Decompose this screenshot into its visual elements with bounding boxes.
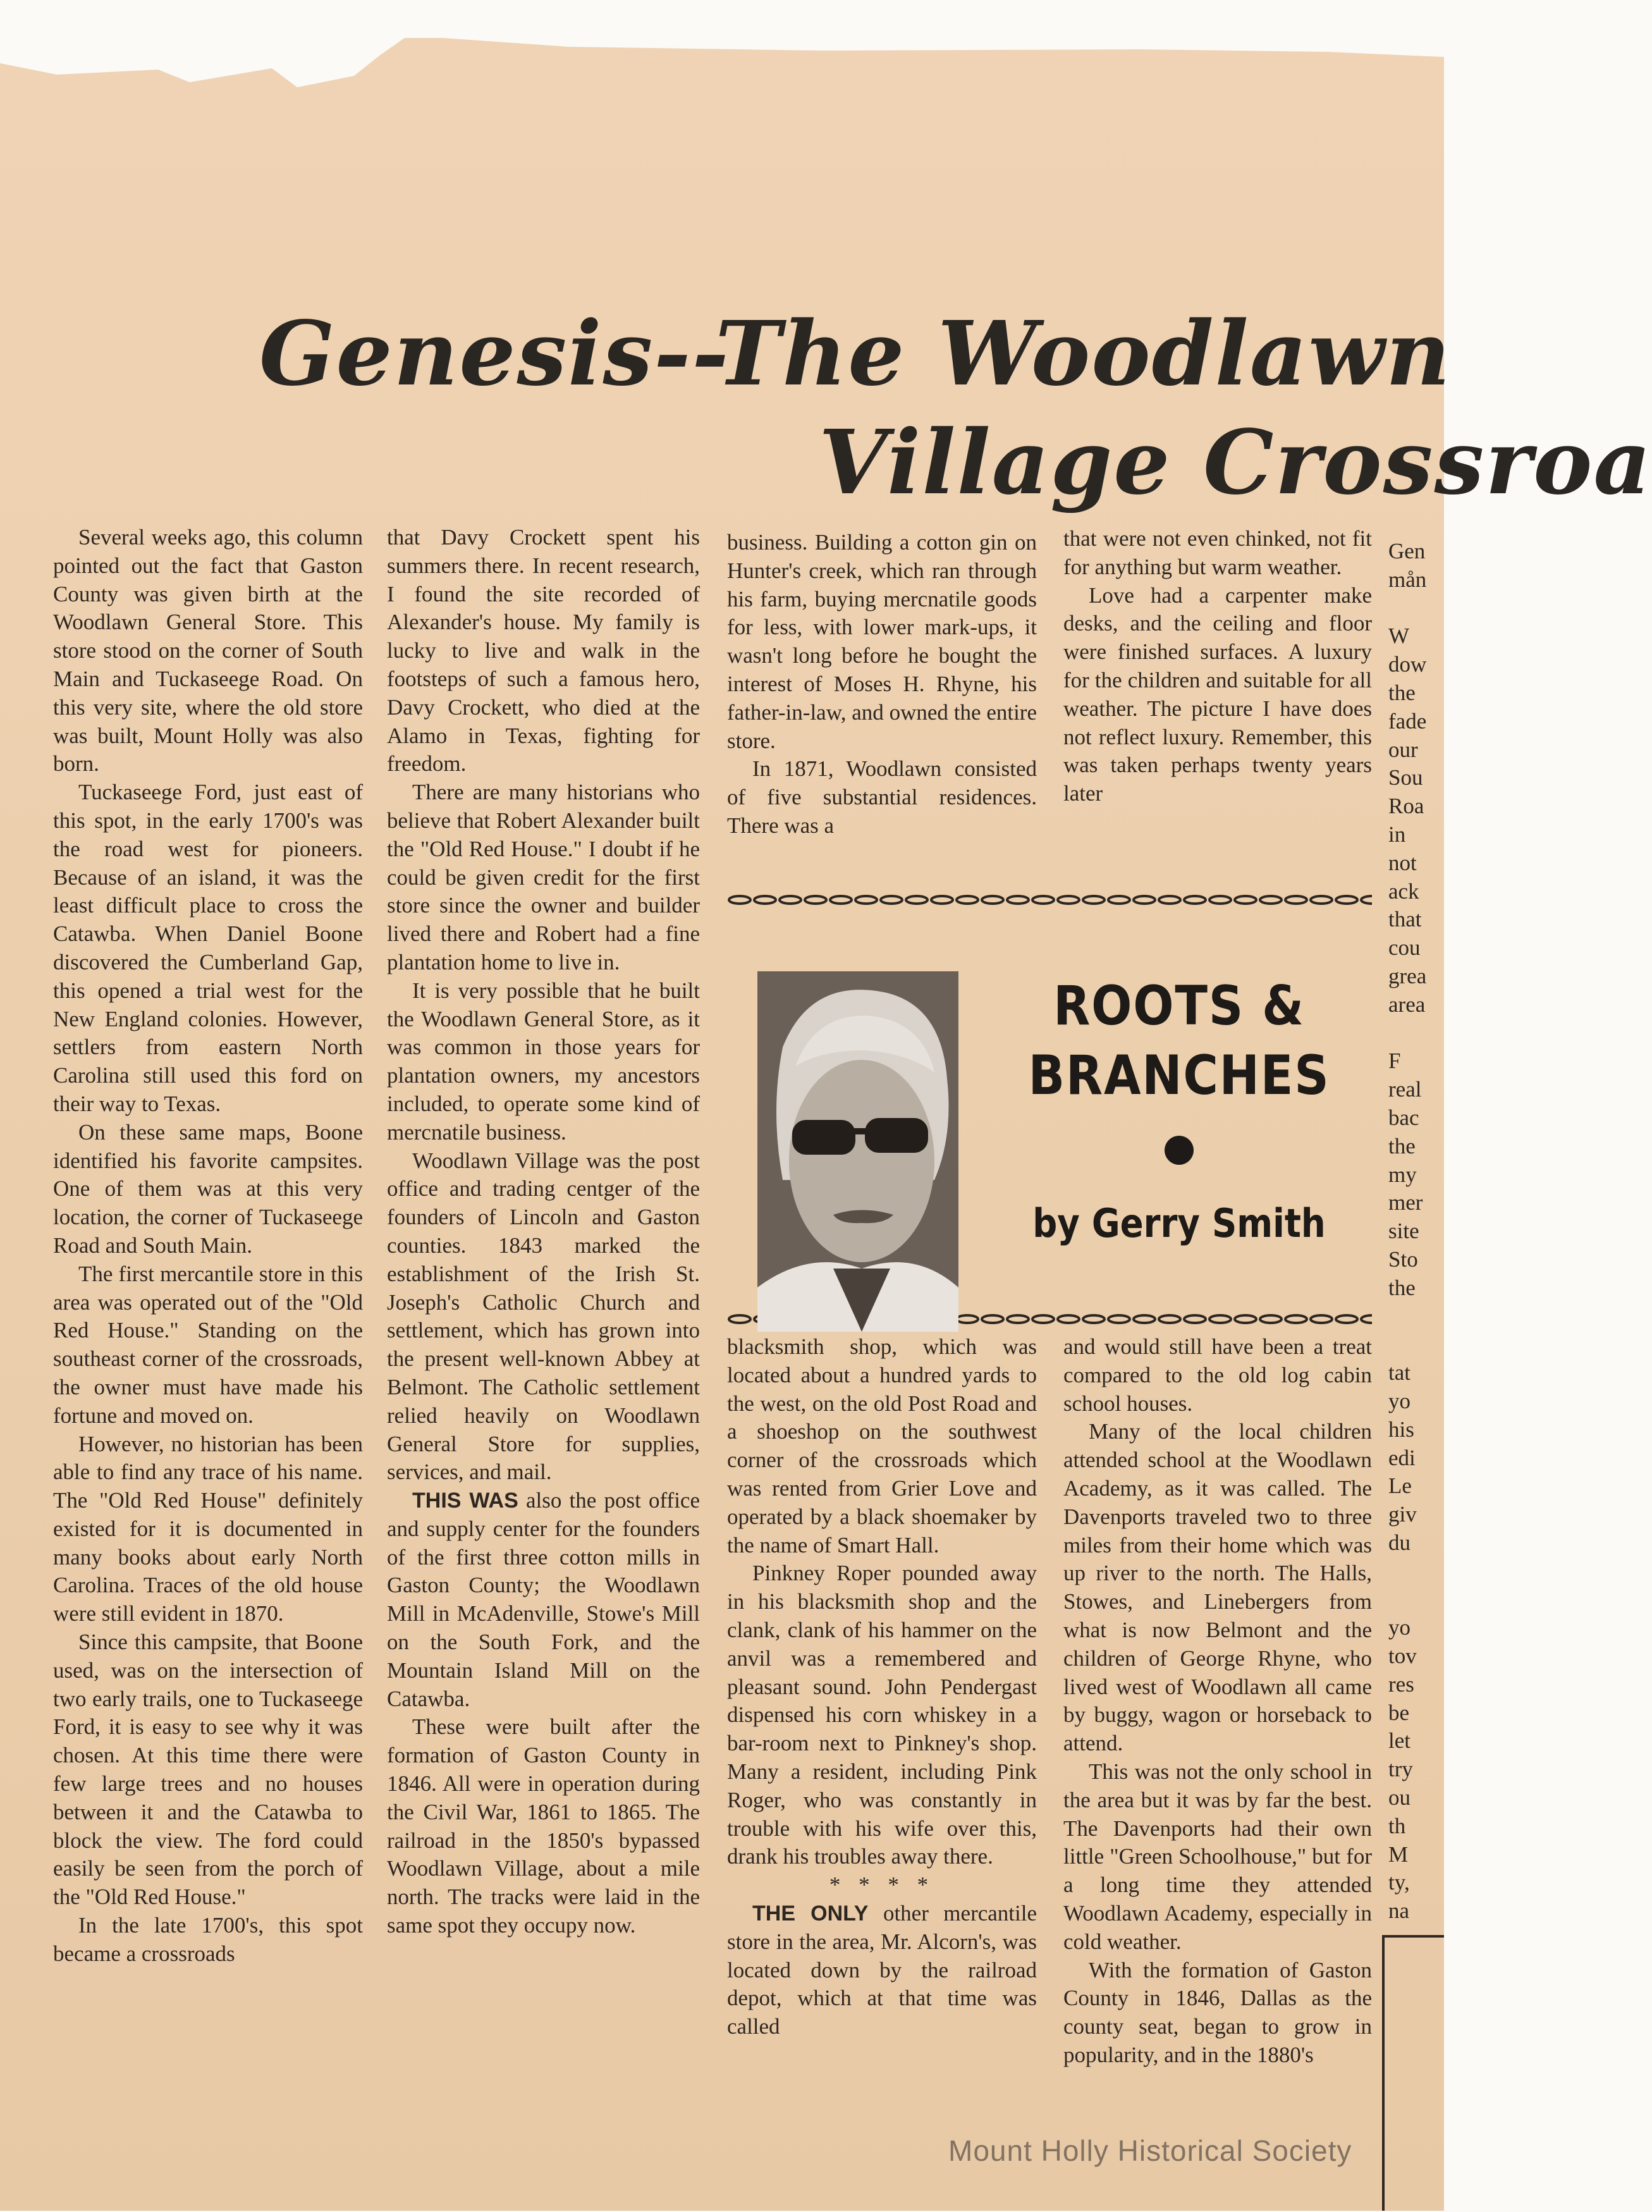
fragment-line: yo [1388,1615,1410,1640]
fragment-line: th [1388,1813,1406,1838]
fragment-line: mån [1388,567,1427,592]
fragment-line: res [1388,1671,1414,1697]
article-column-4-top [1063,525,1372,917]
fragment-line [1388,1303,1458,1331]
paragraph: Several weeks ago, this column pointed out the fact that Gaston County was given birth at the Woodlawn General Store. This store stood on the corner of South Main and Tuckaseege Road. On this very site, where the old store was built, Mount Holly was also born. [53,525,363,777]
paragraph-with-lead [387,1487,700,1713]
fragment-line: be [1388,1700,1410,1725]
paragraph: However, no historian has been able to find any trace of his name. The "Old Red House" definitely existed for it is documented in many books about early North Carolina. Traces of the old house were still evident in 1870. [53,1431,363,1626]
fragment-line: try [1388,1757,1413,1782]
paragraph: Love had a carpenter make desks, and the ceiling and floor were finished surfaces. A luxury for the children and suitable for all weather. The picture I have does not reflect luxury. Remember, this was taken perhaps twenty years later [1063,582,1372,806]
paragraph: This was not the only school in the area but it was by far the best. The Davenports had their own little "Green Schoolhouse," but for a long time they attended Woodlawn Academy, especially in cold weather. [1063,1759,1372,1954]
fragment-line: not [1388,850,1417,875]
torn-top-edge [0,38,1444,95]
fragment-line: the [1388,1133,1416,1158]
headline-line-2: Village Crossroa [819,411,1652,515]
fragment-line: W [1388,624,1410,649]
headline-line-1: Genesis--The Woodlawn [259,302,1452,406]
article-column-4-bottom [1063,1333,1372,2212]
fragment-line: yo [1388,1388,1410,1413]
fragment-line [1388,1585,1458,1614]
paragraph-lead-in: THIS WAS [412,1489,518,1513]
fragment-line: Sto [1388,1246,1418,1272]
fragment-line [1388,1558,1458,1586]
fragment-line: edi [1388,1445,1416,1470]
fragment-line: site [1388,1219,1419,1244]
paragraph: It is very possible that he built the Woodlawn General Store, as it was common in those years for plantation owners, my ancestors included, to operate some kind of mercnatile business. [387,978,700,1145]
column-title-line-1: ROOTS & [1053,974,1305,1038]
fragment-line: his [1388,1416,1414,1442]
fragment-line: Roa [1388,794,1424,819]
article-column-2 [387,524,700,2199]
box-rule-horizontal [1382,1935,1444,1938]
paragraph: On these same maps, Boone identified his favorite campsites. One of them was at this very location, the corner of Tuckaseege Road and South Main. [53,1119,363,1258]
paragraph: blacksmith shop, which was located about a hundred yards to the west, on the old Post Road and a shoeshop on the southwest corner of the crossroads which was rented from Grier Love and operated by a black shoemaker by the name of Smart Hall. [727,1334,1037,1558]
fragment-line: that [1388,907,1422,932]
box-rule-vertical [1382,1935,1385,2211]
fragment-line: dow [1388,652,1427,677]
fragment-line: ou [1388,1785,1410,1810]
fragment-line: my [1388,1162,1417,1187]
paragraph: Woodlawn Village was the post office and trading centger of the founders of Lincoln and Gaston counties. 1843 marked the establishment of the Irish St. Joseph's Catholic Church and settlement, which has grown into the present well-known Abbey at Belmont. The Catholic settlement relied heavily on Woodlawn General Store for supplies, services, and mail. [387,1148,700,1485]
paragraph-text: other mercantile store in the area, Mr. Alcorn's, was located down by the railroad depot, which at that time was called [727,1900,1037,2039]
fragment-line: cou [1388,935,1421,961]
fragment-line: Gen [1388,539,1426,563]
fragment-line: Le [1388,1473,1412,1499]
fragment-line: fade [1388,708,1427,734]
fragment-line: F [1388,1048,1401,1074]
paragraph: that Davy Crockett spent his summers there. In recent research, I found the site recorded of Alexander's house. My family is lucky to live and walk in the footsteps of such a famous hero, Davy Crockett, who died at the Alamo in Texas, fighting for freedom. [387,525,700,777]
paragraph: Since this campsite, that Boone used, was on the intersection of two early trails, one to Tuckaseege Ford, it is easy to see why it was chosen. At this time there were few large trees and no houses between it and the Catawba to block the view. The ford could easily be seen from the porch of the "Old Red House." [53,1630,363,1910]
article-column-3-top [727,529,1037,921]
paragraph-with-lead [727,1900,1037,2041]
column-heading [977,971,1381,1313]
paragraph-lead-in: THE ONLY [752,1901,869,1926]
fragment-line: the [1388,680,1416,705]
paragraph: that were not even chinked, not fit for anything but warm weather. [1063,526,1372,579]
paragraph: With the formation of Gaston County in 1846, Dallas as the county seat, began to grow in popularity, and in the 1880's [1063,1957,1372,2067]
fragment-line: du [1388,1530,1410,1555]
fragment-line [1388,1330,1458,1359]
watermark-text: Mount Holly Historical Society [948,2134,1352,2167]
newspaper-clipping [0,38,1652,2211]
paragraph: The first mercantile store in this area was operated out of the "Old Red House." Standing on the southeast corner of the crossroads, the owner must have made his fortune and moved on. [53,1261,363,1428]
fragment-line: our [1388,737,1418,762]
paragraph: In the late 1700's, this spot became a crossroads [53,1913,363,1966]
portrait-image [757,971,958,1332]
fragment-line: na [1388,1898,1410,1924]
fragment-line: area [1388,992,1426,1017]
columnist-photo [757,971,958,1332]
fragment-line: giv [1388,1502,1417,1527]
paragraph: In 1871, Woodlawn consisted of five substantial residences. There was a [727,756,1037,838]
fragment-line: ack [1388,878,1419,904]
paragraph: business. Building a cotton gin on Hunter's creek, which ran through his farm, buying mercnatile goods for less, with lower mark-ups, it wasn't long before he bought the interest of Moses H. Rhyne, his father-in-law, and owned the entire store. [727,530,1037,753]
fragment-line [1388,594,1458,623]
fragment-line: ty, [1388,1870,1410,1895]
fragment-line: tat [1388,1360,1410,1386]
article-column-5-fragments [1388,538,1458,1926]
article-column-3-bottom [727,1333,1037,2212]
fragment-line: let [1388,1728,1410,1754]
fragment-line [1388,1019,1458,1048]
article-column-1 [53,524,363,2199]
fragment-line: real [1388,1077,1422,1102]
fragment-line: tov [1388,1644,1417,1669]
top-ornament-border [727,893,1372,907]
bullet-dot [1165,1136,1194,1165]
fragment-line: in [1388,821,1406,847]
column-title-line-2: BRANCHES [1028,1044,1330,1107]
fragment-line: bac [1388,1105,1419,1130]
section-separator: * * * * [829,1872,935,1898]
fragment-line: M [1388,1841,1409,1867]
column-byline: by Gerry Smith [1032,1200,1326,1246]
paragraph: Pinkney Roper pounded away in his blacksmith shop and the clank, clank of his hammer on the anvil was a remembered and pleasant sound. John Pendergast dispensed his corn whiskey in a bar-room next to Pinkney's shop. Many a resident, including Pink Roger, who was constantly in trouble with his wife over this, drank his troubles away there. [727,1561,1037,1869]
fragment-line: grea [1388,963,1427,988]
paragraph-text: also the post office and supply center for the founders of the first three cotton mills in Gaston County; the Woodlawn Mill in McAdenville, Stowe's Mill on the South Fork, and the Mountain Island Mill on the Catawba. [387,1488,700,1711]
paragraph: Tuckaseege Ford, just east of this spot, in the early 1700's was the road west for pioneers. Because of an island, it was the least difficult place to cross the Catawba. When Daniel Boone discovered the Cumberland Gap, this opened a trial west for the New England colonies. However, settlers from eastern North Carolina still used this ford on their way to Texas. [53,780,363,1116]
fragment-line: Sou [1388,765,1423,790]
fragment-line: mer [1388,1190,1423,1215]
paragraph: and would still have been a treat compared to the old log cabin school houses. [1063,1334,1372,1416]
paragraph: Many of the local children attended school at the Woodlawn Academy, as it was called. The Davenports traveled two to three miles from their home which was up river to the north. The Halls, Stowes, and Linebergers from what is now Belmont and the children of George Rhyne, who lived west of Woodlawn all came by buggy, wagon or horseback to attend. [1063,1419,1372,1756]
paragraph: There are many historians who believe that Robert Alexander built the "Old Red House." I doubt if he could be given credit for the first store since the owner and builder lived there and Robert had a fine plantation home to live in. [387,780,700,974]
fragment-line: the [1388,1275,1416,1300]
paragraph: These were built after the formation of Gaston County in 1846. All were in operation during the Civil War, 1861 to 1865. The railroad in the 1850's bypassed Woodlawn Village, about a mile north. The tracks were laid in the same spot they occupy now. [387,1714,700,1938]
